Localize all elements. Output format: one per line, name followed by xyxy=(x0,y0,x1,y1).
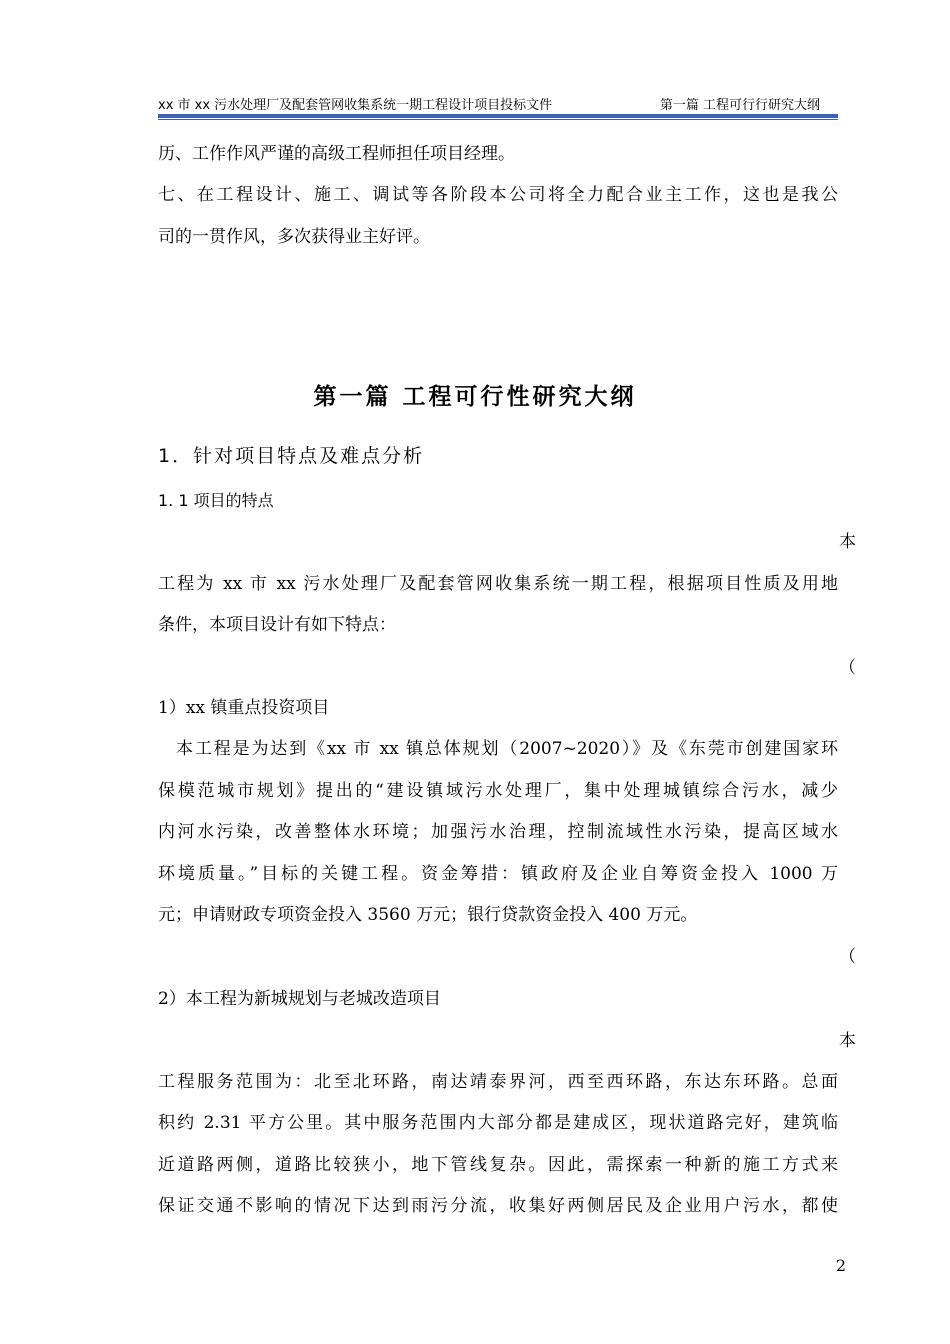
section-heading: 1．针对项目特点及难点分析 xyxy=(158,445,425,467)
item2-paragraph-marker: 本 xyxy=(839,1031,856,1051)
intro-line-2: 七、在工程设计、施工、调试等各阶段本公司将全力配合业主工作，这也是我公 xyxy=(158,185,838,205)
item1-line-2: 保模范城市规划》提出的“建设镇域污水处理厂，集中处理城镇综合污水，减少 xyxy=(158,781,838,801)
item2-line-3: 近道路两侧，道路比较狭小，地下管线复杂。因此，需探索一种新的施工方式来 xyxy=(158,1155,838,1175)
item1-heading: 1）xx 镇重点投资项目 xyxy=(158,698,330,718)
header-rule xyxy=(158,114,838,118)
header-document-title: xx 市 xx 污水处理厂及配套管网收集系统一期工程设计项目投标文件 xyxy=(158,98,553,113)
chapter-title: 第一篇 工程可行性研究大纲 xyxy=(313,384,637,410)
item2-heading: 2）本工程为新城规划与老城改造项目 xyxy=(158,989,441,1009)
para1-line-1: 工程为 xx 市 xx 污水处理厂及配套管网收集系统一期工程，根据项目性质及用地 xyxy=(158,574,838,594)
intro-line-1: 历、工作作风严谨的高级工程师担任项目经理。 xyxy=(158,144,515,164)
page-header xyxy=(158,92,838,114)
item1-line-4: 环境质量。”目标的关键工程。资金筹措：镇政府及企业自筹资金投入 1000 万 xyxy=(158,864,838,884)
paragraph-marker: 本 xyxy=(839,532,856,552)
page-number: 2 xyxy=(835,1256,846,1275)
item1-line-5: 元；申请财政专项资金投入 3560 万元；银行贷款资金投入 400 万元。 xyxy=(158,905,698,925)
intro-line-3: 司的一贯作风，多次获得业主好评。 xyxy=(158,227,430,247)
header-chapter-title: 第一篇 工程可行行研究大纲 xyxy=(659,98,820,113)
item2-line-2: 积约 2.31 平方公里。其中服务范围内大部分都是建成区，现状道路完好，建筑临 xyxy=(158,1113,838,1133)
item1-line-3: 内河水污染，改善整体水环境；加强污水治理，控制流域性水污染，提高区域水 xyxy=(158,822,838,842)
header-rule-thin xyxy=(158,119,838,120)
item2-line-4: 保证交通不影响的情况下达到雨污分流，收集好两侧居民及企业用户污水，都使 xyxy=(158,1196,838,1216)
item2-line-1: 工程服务范围为：北至北环路，南达靖泰界河，西至西环路，东达东环路。总面 xyxy=(158,1072,838,1092)
item2-marker: （ xyxy=(839,947,856,967)
item1-line-1: 本工程是为达到《xx 市 xx 镇总体规划（2007~2020）》及《东莞市创建国家环 xyxy=(176,739,838,759)
subsection-heading: 1. 1 项目的特点 xyxy=(158,491,274,510)
item1-marker: （ xyxy=(839,658,856,678)
para1-line-2: 条件，本项目设计有如下特点： xyxy=(158,615,396,635)
